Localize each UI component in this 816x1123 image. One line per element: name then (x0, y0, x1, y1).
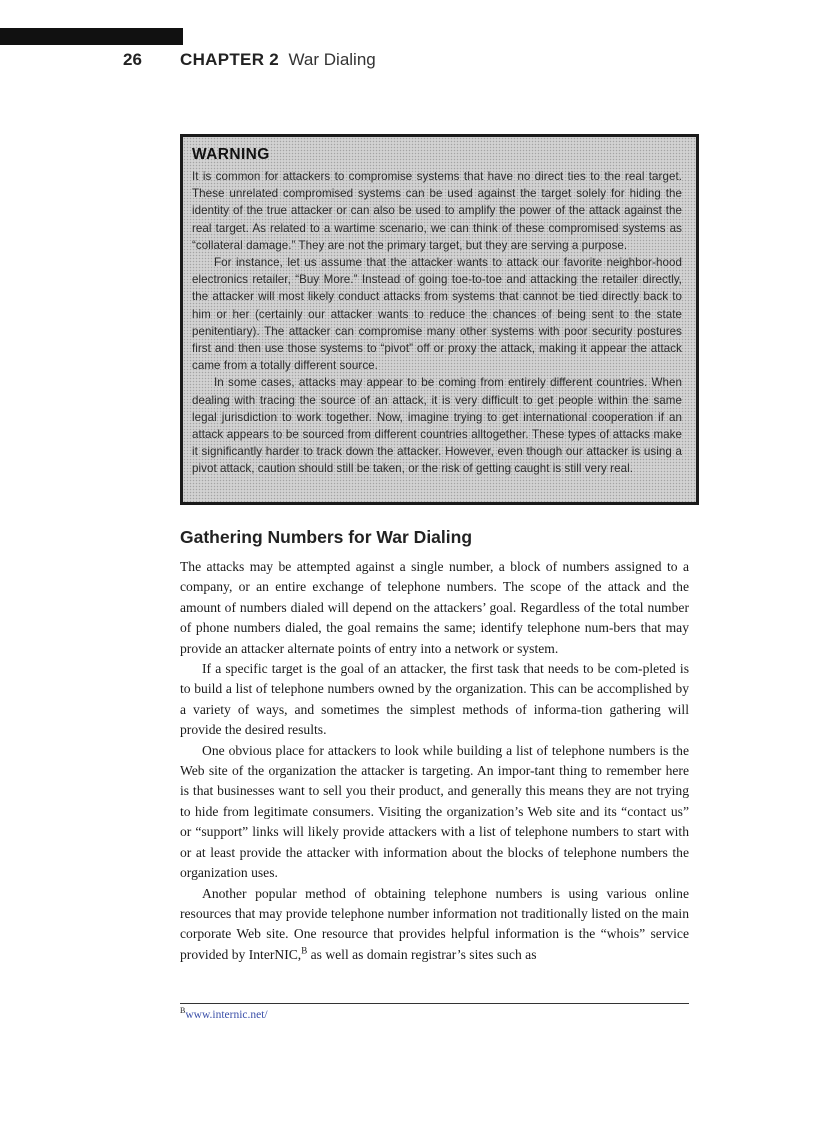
chapter-label: CHAPTER 2 (180, 50, 280, 69)
warning-paragraph: For instance, let us assume that the attacker wants to attack our favorite neighbor-hood electronics retailer, “Buy More.” Instead of going toe-to-toe and attacking the retailer directly, the attacker will most likely conduct attacks from systems that cannot be tied directly back to him or her (certainly our attacker wants to reduce the chances of being sent to the state penitentiary). The attacker can compromise many other systems with poor security postures first and then use those systems to “pivot” off or proxy the attack, making it appear the attack came from a totally different source. (192, 256, 682, 373)
chapter-title: War Dialing (288, 50, 376, 69)
body-paragraph: One obvious place for attackers to look while building a list of telephone numbers is the Web site of the organization the attacker is targeting. An impor-tant thing to remember here is that businesses want to sell you their product, and generally this means they are not trying to hide from legitimate consumers. Visiting the organization’s Web site and its “contact us” or “support” links will likely provide attackers with a list of telephone numbers to start with or at least provide the attacker with information about the blocks of telephone numbers the organization uses. (180, 742, 689, 881)
section-heading: Gathering Numbers for War Dialing (180, 527, 473, 547)
body-paragraph: The attacks may be attempted against a single number, a block of numbers assigned to a company, or an entire exchange of telephone numbers. The scope of the attack and the amount of numbers dialed will depend on the attackers’ goal. Regardless of the total number of phone numbers dialed, the goal remains the same; identify telephone num-bers that may provide an attacker alternate points of entry into a network or system. (180, 559, 689, 656)
body-paragraph (180, 884, 689, 966)
body-text (180, 557, 689, 965)
page-number: 26 (123, 50, 142, 69)
chapter-header-bar (0, 28, 183, 45)
warning-title: WARNING (192, 146, 270, 163)
warning-paragraph: It is common for attackers to compromise systems that have no direct ties to the real target. These unrelated compromised systems can be used against the target solely for hiding the identity of the true attacker or can also be used to amplify the power of the attack against the real target. As related to a wartime scenario, we can think of these compromised systems as “collateral damage.” They are not the primary target, but they are serving a purpose. (192, 170, 682, 252)
body-text-run: as well as domain registrar’s sites such as (307, 946, 537, 962)
footnote-marker: B (180, 1006, 186, 1016)
footnote-divider (180, 1003, 689, 1004)
warning-paragraph: In some cases, attacks may appear to be coming from entirely different countries. When dealing with tracing the source of an attack, it is very difficult to get people within the same legal jurisdiction to work together. Now, imagine trying to get international cooperation if an attack appears to be sourced from different countries alltogether. These types of attacks make it significantly harder to track down the attacker. However, even though our attacker is using a pivot attack, caution should still be taken, or the risk of getting caught is still very real. (192, 376, 682, 476)
footnote-reference[interactable]: B (301, 945, 308, 956)
body-text-run: Another popular method of obtaining telephone numbers is using various online resources that may provide telephone number information not traditionally listed on the main corporate Web site. One resource that provides helpful information is the “whois” service provided by InterNIC, (180, 885, 689, 962)
footnote-link[interactable]: www.internic.net/ (185, 1009, 268, 1021)
footnote (180, 1006, 268, 1021)
body-paragraph: If a specific target is the goal of an attacker, the first task that needs to be com-pleted is to build a list of telephone numbers owned by the organization. This can be accomplished by a variety of ways, and sometimes the simplest methods of informa-tion gathering will provide the desired results. (180, 661, 689, 738)
warning-box (180, 134, 699, 505)
running-header (180, 50, 376, 70)
